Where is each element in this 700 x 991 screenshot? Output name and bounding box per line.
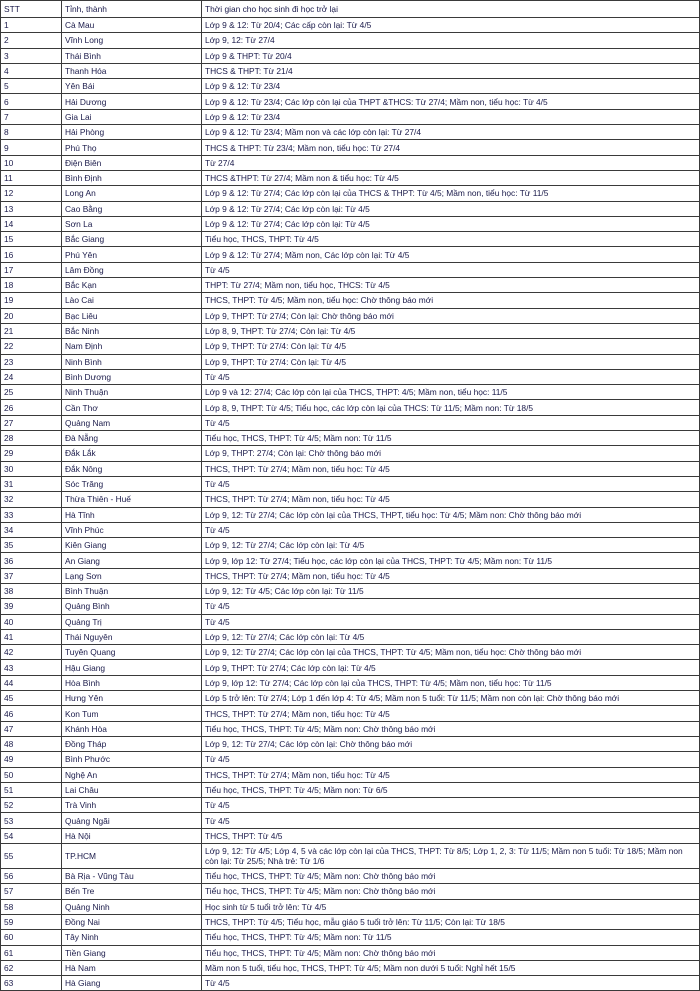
table-row: [1, 752, 700, 767]
cell-schedule: Tiểu học, THCS, THPT: Từ 4/5; Mầm non: Chờ thông báo mới: [202, 721, 700, 736]
cell-schedule: Lớp 9, THPT: Từ 27/4; Các lớp còn lại: Từ 4/5: [202, 660, 700, 675]
cell-schedule: Tiểu học, THCS, THPT: Từ 4/5; Mầm non: Từ 11/5: [202, 431, 700, 446]
cell-schedule: Lớp 9, 12: Từ 27/4; Các lớp còn lại: Chờ thông báo mới: [202, 736, 700, 751]
table-row: [1, 492, 700, 507]
cell-province: Cao Bằng: [62, 201, 202, 216]
cell-province: Bình Dương: [62, 369, 202, 384]
cell-schedule: Học sinh từ 5 tuổi trở lên: Từ 4/5: [202, 899, 700, 914]
cell-province: Quảng Trị: [62, 614, 202, 629]
cell-schedule: Lớp 9 & 12: Từ 27/4; Các lớp còn lại: Từ 4/5: [202, 216, 700, 231]
cell-province: Tuyên Quang: [62, 645, 202, 660]
cell-stt: 44: [1, 675, 62, 690]
cell-province: Cà Mau: [62, 18, 202, 33]
cell-stt: 48: [1, 736, 62, 751]
cell-province: Ninh Thuận: [62, 385, 202, 400]
table-row: [1, 945, 700, 960]
table-row: [1, 170, 700, 185]
cell-province: Bình Phước: [62, 752, 202, 767]
cell-schedule: Lớp 9, 12: Từ 4/5; Lớp 4, 5 và các lớp còn lại của THCS, THPT: Từ 8/5; Lớp 1, 2, 3: Từ 11/5; Mầm non 5 tuổi: Từ 18/5; Mầm non còn lại: Từ 25/5; Nhà trẻ: Từ 1/6: [202, 844, 700, 869]
table-row: [1, 94, 700, 109]
table-row: [1, 782, 700, 797]
cell-schedule: Tiểu học, THCS, THPT: Từ 4/5; Mầm non: Từ 6/5: [202, 782, 700, 797]
table-row: [1, 247, 700, 262]
table-row: [1, 63, 700, 78]
cell-schedule: Lớp 9, 12: Từ 27/4: [202, 33, 700, 48]
cell-province: Tây Ninh: [62, 930, 202, 945]
table-row: [1, 869, 700, 884]
cell-stt: 63: [1, 976, 62, 991]
cell-stt: 47: [1, 721, 62, 736]
cell-province: Quảng Ninh: [62, 899, 202, 914]
cell-schedule: Tiểu học, THCS, THPT: Từ 4/5; Mầm non: Chờ thông báo mới: [202, 869, 700, 884]
cell-province: Bến Tre: [62, 884, 202, 899]
table-row: [1, 293, 700, 308]
cell-stt: 26: [1, 400, 62, 415]
cell-province: Yên Bái: [62, 79, 202, 94]
table-row: [1, 645, 700, 660]
table-row: [1, 323, 700, 338]
cell-stt: 29: [1, 446, 62, 461]
cell-schedule: THCS, THPT: Từ 27/4; Mầm non, tiểu học: Từ 4/5: [202, 767, 700, 782]
table-row: [1, 884, 700, 899]
table-row: [1, 431, 700, 446]
table-row: [1, 461, 700, 476]
cell-schedule: Lớp 8, 9, THPT: Từ 27/4; Còn lại: Từ 4/5: [202, 323, 700, 338]
header-stt: STT: [1, 1, 62, 18]
cell-stt: 27: [1, 415, 62, 430]
cell-schedule: Từ 4/5: [202, 813, 700, 828]
cell-province: Hưng Yên: [62, 691, 202, 706]
cell-province: Đồng Nai: [62, 914, 202, 929]
cell-stt: 18: [1, 278, 62, 293]
cell-schedule: THCS, THPT: Từ 27/4; Mầm non, tiểu học: Từ 4/5: [202, 461, 700, 476]
cell-province: Bắc Ninh: [62, 323, 202, 338]
table-row: [1, 400, 700, 415]
table-row: [1, 930, 700, 945]
cell-province: Trà Vinh: [62, 798, 202, 813]
cell-stt: 19: [1, 293, 62, 308]
table-row: [1, 568, 700, 583]
cell-schedule: Mầm non 5 tuổi, tiểu học, THCS, THPT: Từ 4/5; Mầm non dưới 5 tuổi: Nghỉ hết 15/5: [202, 960, 700, 975]
cell-schedule: Tiểu học, THCS, THPT: Từ 4/5; Mầm non: Chờ thông báo mới: [202, 945, 700, 960]
cell-stt: 9: [1, 140, 62, 155]
cell-schedule: Lớp 9, lớp 12: Từ 27/4; Các lớp còn lại của THCS, THPT: Từ 4/5; Mầm non, tiểu học: Từ 11/5: [202, 675, 700, 690]
table-row: [1, 614, 700, 629]
cell-province: Bình Thuận: [62, 583, 202, 598]
table-row: [1, 522, 700, 537]
table-row: [1, 278, 700, 293]
cell-province: Quảng Bình: [62, 599, 202, 614]
cell-province: Điện Biên: [62, 155, 202, 170]
cell-province: TP.HCM: [62, 844, 202, 869]
table-row: [1, 79, 700, 94]
cell-stt: 28: [1, 431, 62, 446]
cell-province: Bạc Liêu: [62, 308, 202, 323]
cell-province: Hà Tĩnh: [62, 507, 202, 522]
cell-stt: 38: [1, 583, 62, 598]
cell-province: Hậu Giang: [62, 660, 202, 675]
cell-schedule: Lớp 9 & 12: Từ 23/4; Các lớp còn lại của THPT &THCS: Từ 27/4; Mầm non, tiểu học: Từ 4/5: [202, 94, 700, 109]
cell-province: Vĩnh Phúc: [62, 522, 202, 537]
cell-schedule: Từ 4/5: [202, 976, 700, 991]
cell-stt: 3: [1, 48, 62, 63]
cell-schedule: THCS, THPT: Từ 4/5: [202, 828, 700, 843]
cell-schedule: Từ 4/5: [202, 798, 700, 813]
table-row: [1, 828, 700, 843]
table-row: [1, 109, 700, 124]
cell-schedule: THCS & THPT: Từ 23/4; Mầm non, tiểu học: Từ 27/4: [202, 140, 700, 155]
cell-schedule: Lớp 9, THPT: Từ 27/4; Còn lại: Chờ thông báo mới: [202, 308, 700, 323]
cell-schedule: Từ 4/5: [202, 415, 700, 430]
cell-province: Long An: [62, 186, 202, 201]
table-row: [1, 385, 700, 400]
cell-schedule: Lớp 9 & 12: Từ 23/4; Mầm non và các lớp còn lại: Từ 27/4: [202, 125, 700, 140]
header-schedule: Thời gian cho học sinh đi học trở lại: [202, 1, 700, 18]
cell-province: Phú Thọ: [62, 140, 202, 155]
cell-stt: 20: [1, 308, 62, 323]
cell-schedule: Lớp 9, THPT: Từ 27/4: Còn lại: Từ 4/5: [202, 339, 700, 354]
cell-schedule: Lớp 9, 12: Từ 27/4; Các lớp còn lại của THCS, THPT: Từ 4/5; Mầm non, tiểu học: Chờ thông báo mới: [202, 645, 700, 660]
cell-province: Tiền Giang: [62, 945, 202, 960]
cell-province: Thái Bình: [62, 48, 202, 63]
cell-schedule: Từ 4/5: [202, 522, 700, 537]
table-row: [1, 691, 700, 706]
table-row: [1, 140, 700, 155]
cell-schedule: Lớp 5 trở lên: Từ 27/4; Lớp 1 đến lớp 4: Từ 4/5; Mầm non 5 tuổi: Từ 11/5; Mầm non còn lại: Chờ thông báo mới: [202, 691, 700, 706]
cell-province: Sơn La: [62, 216, 202, 231]
cell-schedule: Từ 4/5: [202, 752, 700, 767]
table-row: [1, 660, 700, 675]
cell-province: Thanh Hóa: [62, 63, 202, 78]
cell-stt: 23: [1, 354, 62, 369]
table-row: [1, 155, 700, 170]
table-row: [1, 629, 700, 644]
table-row: [1, 186, 700, 201]
cell-stt: 14: [1, 216, 62, 231]
cell-stt: 25: [1, 385, 62, 400]
cell-stt: 55: [1, 844, 62, 869]
table-row: [1, 201, 700, 216]
cell-stt: 39: [1, 599, 62, 614]
cell-province: Nam Định: [62, 339, 202, 354]
table-row: [1, 232, 700, 247]
cell-stt: 21: [1, 323, 62, 338]
table-row: [1, 599, 700, 614]
cell-schedule: Tiểu học, THCS, THPT: Từ 4/5: [202, 232, 700, 247]
table-row: [1, 308, 700, 323]
cell-schedule: THCS, THPT: Từ 27/4; Mầm non, tiểu học: Từ 4/5: [202, 568, 700, 583]
table-row: [1, 538, 700, 553]
cell-schedule: Lớp 9, lớp 12: Từ 27/4; Tiểu học, các lớp còn lại của THCS, THPT: Từ 4/5; Mầm non: Từ 11/5: [202, 553, 700, 568]
cell-stt: 31: [1, 476, 62, 491]
cell-schedule: THCS, THPT: Từ 4/5; Tiểu học, mẫu giáo 5 tuổi trở lên: Từ 11/5; Còn lại: Từ 18/5: [202, 914, 700, 929]
cell-province: Đà Nẵng: [62, 431, 202, 446]
cell-stt: 60: [1, 930, 62, 945]
cell-schedule: Tiểu học, THCS, THPT: Từ 4/5; Mầm non: Từ 11/5: [202, 930, 700, 945]
table-row: [1, 706, 700, 721]
cell-province: Sóc Trăng: [62, 476, 202, 491]
cell-schedule: Lớp 9 & 12: Từ 27/4; Mầm non, Các lớp còn lại: Từ 4/5: [202, 247, 700, 262]
cell-province: Bình Định: [62, 170, 202, 185]
cell-stt: 4: [1, 63, 62, 78]
table-row: [1, 813, 700, 828]
cell-schedule: THCS, THPT: Từ 27/4; Mầm non, tiểu học: Từ 4/5: [202, 706, 700, 721]
cell-province: Lâm Đồng: [62, 262, 202, 277]
table-row: [1, 339, 700, 354]
table-row: [1, 125, 700, 140]
cell-province: Bắc Giang: [62, 232, 202, 247]
table-row: [1, 48, 700, 63]
cell-province: Lạng Sơn: [62, 568, 202, 583]
cell-province: Hà Nam: [62, 960, 202, 975]
cell-stt: 41: [1, 629, 62, 644]
table-body: [1, 18, 700, 991]
cell-stt: 15: [1, 232, 62, 247]
cell-stt: 51: [1, 782, 62, 797]
cell-province: Ninh Bình: [62, 354, 202, 369]
cell-stt: 17: [1, 262, 62, 277]
cell-stt: 53: [1, 813, 62, 828]
cell-province: Kon Tum: [62, 706, 202, 721]
cell-province: Hòa Bình: [62, 675, 202, 690]
header-province: Tỉnh, thành: [62, 1, 202, 18]
table-row: [1, 354, 700, 369]
cell-schedule: THCS & THPT: Từ 21/4: [202, 63, 700, 78]
table-row: [1, 899, 700, 914]
cell-province: Kiên Giang: [62, 538, 202, 553]
cell-schedule: THCS &THPT: Từ 27/4; Mầm non & tiểu học: Từ 4/5: [202, 170, 700, 185]
cell-schedule: Lớp 9 & 12: Từ 23/4: [202, 79, 700, 94]
cell-schedule: Lớp 9 & 12: Từ 27/4; Các lớp còn lại: Từ 4/5: [202, 201, 700, 216]
cell-schedule: Từ 27/4: [202, 155, 700, 170]
cell-schedule: Lớp 9, 12: Từ 4/5; Các lớp còn lại: Từ 11/5: [202, 583, 700, 598]
cell-stt: 32: [1, 492, 62, 507]
table-row: [1, 415, 700, 430]
cell-stt: 1: [1, 18, 62, 33]
cell-stt: 46: [1, 706, 62, 721]
cell-province: Hải Dương: [62, 94, 202, 109]
cell-province: Thừa Thiên - Huế: [62, 492, 202, 507]
cell-stt: 50: [1, 767, 62, 782]
cell-stt: 24: [1, 369, 62, 384]
cell-schedule: THPT: Từ 27/4; Mầm non, tiểu học, THCS: Từ 4/5: [202, 278, 700, 293]
cell-province: Bắc Kạn: [62, 278, 202, 293]
table-row: [1, 844, 700, 869]
cell-schedule: Lớp 9, 12: Từ 27/4; Các lớp còn lại: Từ 4/5: [202, 629, 700, 644]
table-header-row: [1, 1, 700, 18]
cell-province: Gia Lai: [62, 109, 202, 124]
table-row: [1, 33, 700, 48]
cell-schedule: Lớp 9 & 12: Từ 27/4; Các lớp còn lại của THCS & THPT: Từ 4/5; Mầm non, tiểu học: Từ 11/5: [202, 186, 700, 201]
cell-schedule: Từ 4/5: [202, 369, 700, 384]
cell-stt: 5: [1, 79, 62, 94]
cell-stt: 8: [1, 125, 62, 140]
cell-schedule: THCS, THPT: Từ 4/5; Mầm non, tiểu học: Chờ thông báo mới: [202, 293, 700, 308]
cell-stt: 30: [1, 461, 62, 476]
table-row: [1, 369, 700, 384]
cell-schedule: Lớp 9, THPT: Từ 27/4: Còn lại: Từ 4/5: [202, 354, 700, 369]
cell-schedule: Lớp 9 & 12: Từ 20/4; Các cấp còn lại: Từ 4/5: [202, 18, 700, 33]
cell-stt: 2: [1, 33, 62, 48]
table-row: [1, 960, 700, 975]
cell-province: Hà Giang: [62, 976, 202, 991]
table-row: [1, 476, 700, 491]
cell-schedule: Từ 4/5: [202, 599, 700, 614]
cell-stt: 58: [1, 899, 62, 914]
cell-province: Đắk Nông: [62, 461, 202, 476]
cell-province: An Giang: [62, 553, 202, 568]
cell-stt: 52: [1, 798, 62, 813]
table-row: [1, 583, 700, 598]
table-row: [1, 507, 700, 522]
cell-province: Lai Châu: [62, 782, 202, 797]
table-row: [1, 914, 700, 929]
cell-schedule: Lớp 9 và 12: 27/4; Các lớp còn lại của THCS, THPT: 4/5; Mầm non, tiểu học: 11/5: [202, 385, 700, 400]
table-row: [1, 262, 700, 277]
cell-stt: 7: [1, 109, 62, 124]
cell-schedule: Lớp 9, 12: Từ 27/4; Các lớp còn lại của THCS, THPT, tiểu học: Từ 4/5; Mầm non: Chờ thông báo mới: [202, 507, 700, 522]
table-row: [1, 216, 700, 231]
cell-schedule: Tiểu học, THCS, THPT: Từ 4/5; Mầm non: Chờ thông báo mới: [202, 884, 700, 899]
cell-stt: 35: [1, 538, 62, 553]
cell-stt: 11: [1, 170, 62, 185]
cell-stt: 62: [1, 960, 62, 975]
table-row: [1, 767, 700, 782]
cell-stt: 43: [1, 660, 62, 675]
cell-province: Quảng Nam: [62, 415, 202, 430]
table-row: [1, 721, 700, 736]
cell-stt: 57: [1, 884, 62, 899]
cell-province: Quảng Ngãi: [62, 813, 202, 828]
cell-stt: 10: [1, 155, 62, 170]
table-row: [1, 736, 700, 751]
cell-stt: 16: [1, 247, 62, 262]
cell-province: Lào Cai: [62, 293, 202, 308]
cell-province: Hà Nội: [62, 828, 202, 843]
cell-stt: 45: [1, 691, 62, 706]
cell-province: Vĩnh Long: [62, 33, 202, 48]
cell-stt: 22: [1, 339, 62, 354]
cell-province: Đồng Tháp: [62, 736, 202, 751]
cell-province: Hải Phòng: [62, 125, 202, 140]
cell-province: Nghệ An: [62, 767, 202, 782]
cell-stt: 6: [1, 94, 62, 109]
cell-stt: 36: [1, 553, 62, 568]
cell-province: Phú Yên: [62, 247, 202, 262]
cell-schedule: THCS, THPT: Từ 27/4; Mầm non, tiểu học: Từ 4/5: [202, 492, 700, 507]
cell-schedule: Từ 4/5: [202, 262, 700, 277]
cell-stt: 59: [1, 914, 62, 929]
cell-stt: 49: [1, 752, 62, 767]
cell-stt: 54: [1, 828, 62, 843]
cell-stt: 33: [1, 507, 62, 522]
cell-stt: 42: [1, 645, 62, 660]
table-row: [1, 553, 700, 568]
cell-stt: 61: [1, 945, 62, 960]
cell-schedule: Lớp 8, 9, THPT: Từ 4/5; Tiểu học, các lớp còn lại của THCS: Từ 11/5; Mầm non: Từ 18/5: [202, 400, 700, 415]
table-row: [1, 675, 700, 690]
cell-province: Đắk Lắk: [62, 446, 202, 461]
cell-schedule: Từ 4/5: [202, 614, 700, 629]
cell-stt: 34: [1, 522, 62, 537]
cell-stt: 40: [1, 614, 62, 629]
table-row: [1, 798, 700, 813]
cell-province: Bà Rịa - Vũng Tàu: [62, 869, 202, 884]
cell-stt: 37: [1, 568, 62, 583]
cell-schedule: Lớp 9 & THPT: Từ 20/4: [202, 48, 700, 63]
cell-stt: 13: [1, 201, 62, 216]
cell-stt: 12: [1, 186, 62, 201]
table-row: [1, 18, 700, 33]
table-row: [1, 446, 700, 461]
cell-schedule: Lớp 9 & 12: Từ 23/4: [202, 109, 700, 124]
cell-schedule: Từ 4/5: [202, 476, 700, 491]
cell-province: Cần Thơ: [62, 400, 202, 415]
cell-schedule: Lớp 9, 12: Từ 27/4; Các lớp còn lại: Từ 4/5: [202, 538, 700, 553]
cell-schedule: Lớp 9, THPT: 27/4; Còn lại: Chờ thông báo mới: [202, 446, 700, 461]
cell-stt: 56: [1, 869, 62, 884]
cell-province: Thái Nguyên: [62, 629, 202, 644]
cell-province: Khánh Hòa: [62, 721, 202, 736]
